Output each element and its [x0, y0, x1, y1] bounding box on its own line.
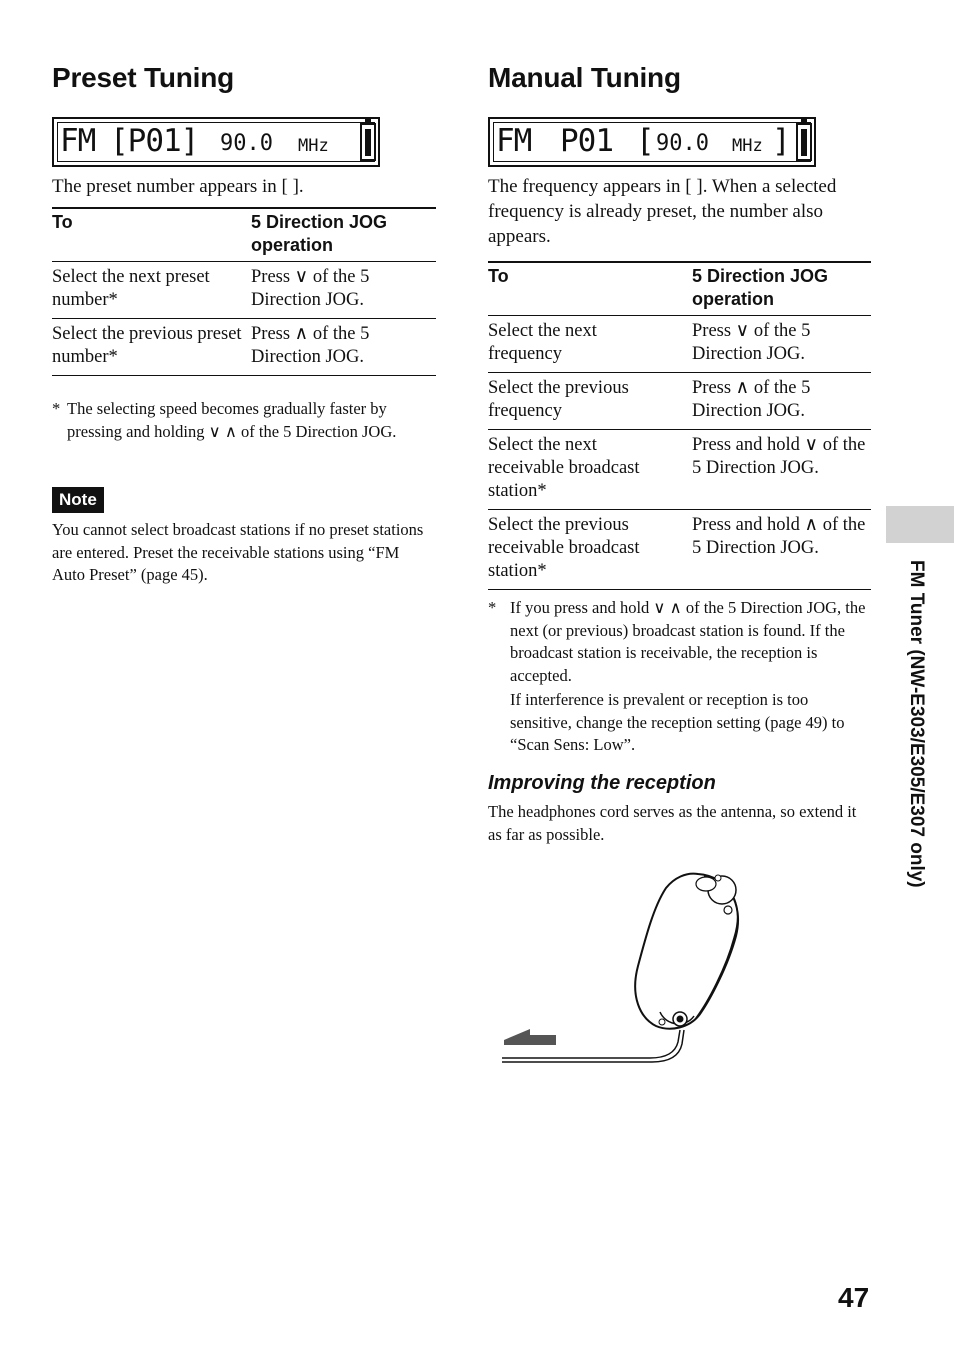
display-fm: FM	[496, 123, 532, 159]
row-operation: Press and hold ∧ of the 5 Direction JOG.	[692, 515, 866, 558]
preset-footnote	[52, 398, 437, 443]
table-row	[488, 510, 871, 590]
table-row	[488, 373, 871, 430]
row-action: Select the next frequency	[488, 321, 597, 364]
section-tab-marker	[886, 506, 954, 543]
row-action: Select the next receivable broadcast station*	[488, 435, 640, 501]
section-side-label: FM Tuner (NW-E303/E305/E307 only)	[906, 560, 927, 888]
row-operation: Press ∧ of the 5 Direction JOG.	[251, 324, 370, 367]
display-unit: MHz	[298, 136, 329, 156]
row-operation: Press ∨ of the 5 Direction JOG.	[692, 321, 811, 364]
manual-jog-table	[488, 261, 871, 590]
col-header-to: To	[52, 212, 73, 232]
table-row	[52, 319, 436, 376]
display-bracket-close: ]	[772, 123, 790, 159]
footnote-mark: *	[488, 598, 497, 617]
display-unit: MHz	[732, 136, 763, 156]
preset-display	[52, 117, 380, 167]
player-device-icon	[635, 874, 738, 1029]
preset-jog-table	[52, 207, 436, 376]
row-operation: Press and hold ∨ of the 5 Direction JOG.	[692, 435, 866, 478]
col-header-operation: 5 Direction JOG operation	[692, 266, 829, 309]
footnote-text: The selecting speed becomes gradually faster by pressing and holding ∨ ∧ of the 5 Direction JOG.	[67, 399, 397, 441]
display-preset: [P01]	[110, 123, 199, 159]
footnote-text-1: If you press and hold ∨ ∧ of the 5 Direction JOG, the next (or previous) broadcast station is found. If the broadcast station is receivable, the reception is accepted.	[510, 598, 866, 685]
manual-display	[488, 117, 816, 167]
note-text: You cannot select broadcast stations if no preset stations are entered. Preset the receivable stations using “FM Auto Preset” (page 45).	[52, 520, 424, 584]
display-frequency: 90.0	[220, 131, 273, 156]
col-header-to: To	[488, 266, 509, 286]
manual-tuning-title: Manual Tuning	[488, 62, 681, 93]
improving-reception-text: The headphones cord serves as the antenna, so extend it as far as possible.	[488, 802, 857, 844]
note-label: Note	[52, 487, 104, 513]
improving-reception-heading: Improving the reception	[488, 772, 716, 794]
row-action: Select the previous receivable broadcast station*	[488, 515, 640, 581]
battery-icon	[796, 123, 812, 161]
headphone-cord-illustration	[490, 862, 752, 1068]
preset-tuning-title: Preset Tuning	[52, 62, 235, 93]
display-frequency: 90.0	[656, 131, 709, 156]
footnote-text-2: If interference is prevalent or reception is too sensitive, change the reception setting (page 49) to “Scan Sens: Low”.	[510, 690, 845, 754]
arrow-left-icon	[504, 1029, 556, 1045]
manual-footnote	[488, 597, 868, 757]
preset-intro: The preset number appears in [ ].	[52, 176, 304, 197]
row-action: Select the previous preset number*	[52, 324, 242, 367]
display-fm: FM	[60, 123, 96, 159]
battery-icon	[360, 123, 376, 161]
row-operation: Press ∧ of the 5 Direction JOG.	[692, 378, 811, 421]
row-action: Select the previous frequency	[488, 378, 629, 421]
display-preset: P01	[560, 123, 613, 159]
row-action: Select the next preset number*	[52, 267, 210, 310]
table-row	[488, 316, 871, 373]
footnote-mark: *	[52, 399, 61, 418]
page-number: 47	[838, 1282, 870, 1313]
col-header-operation: 5 Direction JOG operation	[251, 212, 388, 255]
table-row	[52, 262, 436, 319]
display-bracket-open: [	[636, 123, 654, 159]
table-row	[488, 430, 871, 510]
row-operation: Press ∨ of the 5 Direction JOG.	[251, 267, 370, 310]
manual-intro: The frequency appears in [ ]. When a selected frequency is already preset, the number also appears.	[488, 176, 837, 247]
